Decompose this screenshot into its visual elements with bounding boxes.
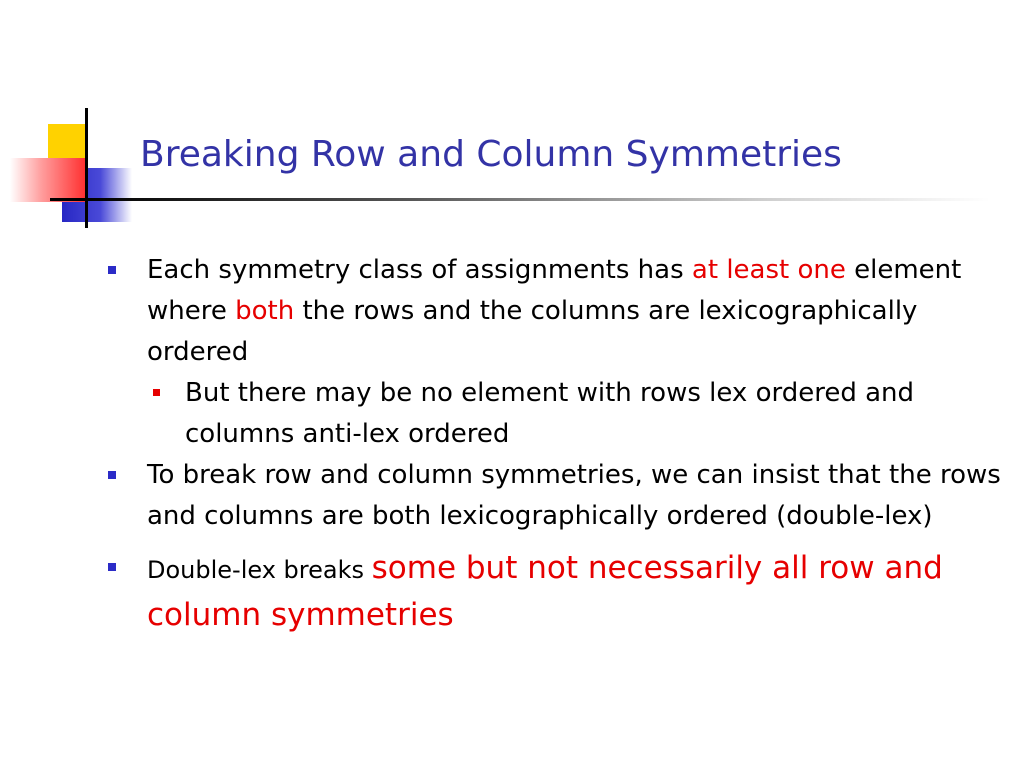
bullet-2 — [108, 455, 1008, 537]
bullet-square-icon — [108, 266, 116, 274]
slide-title: Breaking Row and Column Symmetries — [140, 134, 842, 175]
decorative-logo — [0, 0, 140, 240]
sub-bullet-1 — [153, 373, 1008, 455]
logo-red-square — [10, 158, 88, 202]
bullet-3 — [108, 545, 1008, 639]
bullet-1 — [108, 250, 1008, 373]
logo-vertical-line — [85, 108, 88, 228]
bullet-square-icon — [108, 471, 116, 479]
bullet-3-text: Double-lex breaks — [147, 556, 372, 584]
sub-bullet-1-text: But there may be no element with rows lex ordered and columns anti-lex ordered — [185, 378, 915, 449]
bullet-1-text-2: element where — [147, 255, 962, 326]
sub-bullet-square-icon — [153, 389, 160, 396]
bullet-2-text: To break row and column symmetries, we can insist that the rows and columns are both lexicographically ordered (double-lex) — [147, 460, 1001, 531]
title-underline — [90, 198, 990, 201]
bullet-1-highlight-2: both — [235, 296, 295, 326]
slide-content — [108, 250, 1008, 639]
bullet-1-text-3: the rows and the columns are lexicographically ordered — [147, 296, 918, 367]
bullet-1-text-1: Each symmetry class of assignments has — [147, 255, 692, 285]
bullet-1-highlight-1: at least one — [691, 255, 846, 285]
bullet-square-icon — [108, 563, 116, 571]
bullet-3-highlight: some but not necessarily all row and column symmetries — [147, 550, 943, 633]
